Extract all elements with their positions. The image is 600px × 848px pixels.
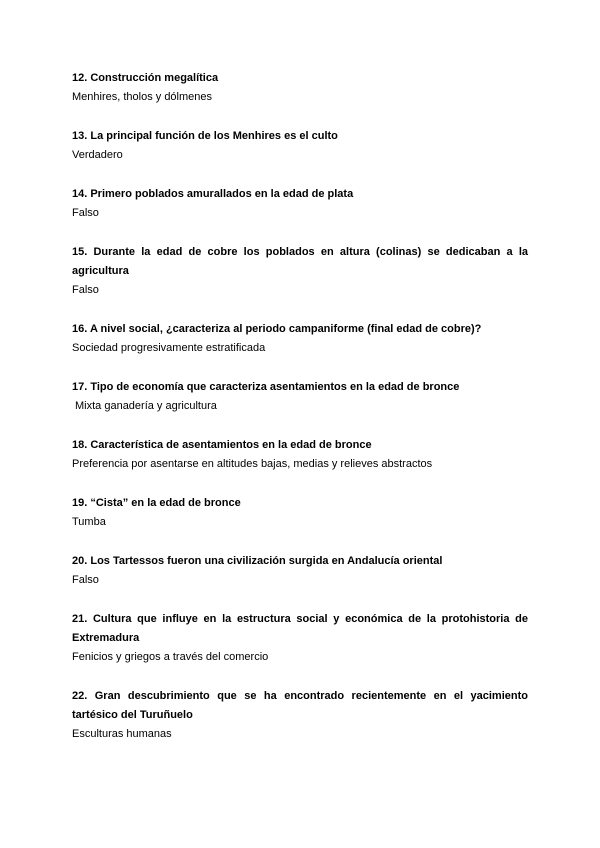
answer: Tumba — [72, 516, 106, 528]
document-page — [72, 69, 528, 764]
qa-item-15 — [72, 243, 528, 300]
answer: Falso — [72, 574, 99, 586]
question: 18. Característica de asentamientos en la edad de bronce — [72, 439, 372, 451]
question: 16. A nivel social, ¿caracteriza al periodo campaniforme (final edad de cobre)? — [72, 323, 482, 335]
question: 17. Tipo de economía que caracteriza asentamientos en la edad de bronce — [72, 381, 460, 393]
question: 20. Los Tartessos fueron una civilización surgida en Andalucía oriental — [72, 555, 443, 567]
qa-item-13 — [72, 127, 528, 165]
qa-item-21 — [72, 610, 528, 667]
answer: Esculturas humanas — [72, 728, 172, 740]
question: 22. Gran descubrimiento que se ha encontrado recientemente en el yacimiento tartésico del Turuñuelo — [72, 690, 528, 721]
question: 12. Construcción megalítica — [72, 72, 219, 84]
answer: Sociedad progresivamente estratificada — [72, 342, 266, 354]
question: 15. Durante la edad de cobre los poblados en altura (colinas) se dedicaban a la agricultura — [72, 246, 528, 277]
answer: Falso — [72, 207, 99, 219]
question: 13. La principal función de los Menhires es el culto — [72, 130, 338, 142]
qa-item-20 — [72, 552, 528, 590]
answer: Verdadero — [72, 149, 123, 161]
qa-item-16 — [72, 320, 528, 358]
answer: Fenicios y griegos a través del comercio — [72, 651, 269, 663]
answer: Preferencia por asentarse en altitudes bajas, medias y relieves abstractos — [72, 458, 433, 470]
qa-item-17 — [72, 378, 528, 416]
question: 21. Cultura que influye en la estructura social y económica de la protohistoria de Extremadura — [72, 613, 528, 644]
qa-item-14 — [72, 185, 528, 223]
qa-item-19 — [72, 494, 528, 532]
qa-item-18 — [72, 436, 528, 474]
question: 14. Primero poblados amurallados en la edad de plata — [72, 188, 354, 200]
qa-item-12 — [72, 69, 528, 107]
answer: Falso — [72, 284, 99, 296]
question: 19. “Cista” en la edad de bronce — [72, 497, 241, 509]
qa-item-22 — [72, 687, 528, 744]
answer: Menhires, tholos y dólmenes — [72, 91, 213, 103]
answer: Mixta ganadería y agricultura — [75, 400, 217, 412]
